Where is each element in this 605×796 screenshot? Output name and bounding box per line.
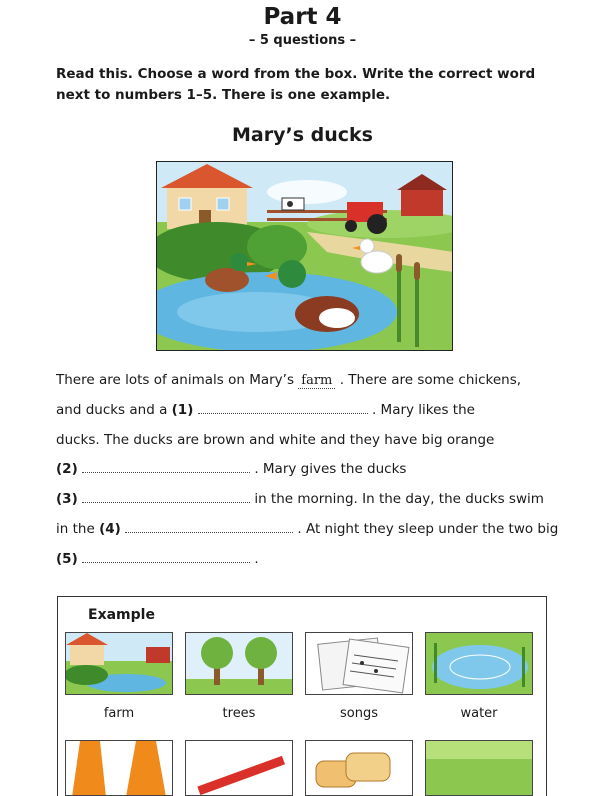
word-farm: farm bbox=[103, 706, 135, 721]
questions-count: – 5 questions – bbox=[248, 33, 357, 48]
trees-icon bbox=[185, 632, 293, 695]
word-trees: trees bbox=[222, 706, 256, 721]
water-icon bbox=[425, 632, 533, 695]
question-number-5: (5) bbox=[56, 551, 78, 567]
story-title: Mary’s ducks bbox=[232, 124, 373, 146]
story-text: . bbox=[254, 551, 259, 567]
part-title: Part 4 bbox=[263, 4, 342, 30]
story-line-4 bbox=[56, 461, 406, 477]
story-line-2 bbox=[56, 402, 475, 418]
answer-blank-4[interactable] bbox=[125, 521, 293, 533]
songs-icon bbox=[305, 632, 413, 695]
story-text: There are lots of animals on Mary’s bbox=[56, 372, 294, 388]
story-text: and ducks and a bbox=[56, 402, 168, 418]
instructions-line-2: next to numbers 1–5. There is one example. bbox=[56, 87, 391, 103]
farm-icon bbox=[65, 632, 173, 695]
instructions bbox=[56, 64, 546, 106]
farm-scene-illustration bbox=[156, 161, 453, 351]
bread-icon bbox=[305, 740, 413, 796]
story-text: in the morning. In the day, the ducks swim bbox=[254, 491, 544, 507]
answer-blank-3[interactable] bbox=[82, 491, 250, 503]
story-text: . Mary gives the ducks bbox=[254, 461, 407, 477]
answer-blank-2[interactable] bbox=[82, 461, 250, 473]
answer-blank-1[interactable] bbox=[198, 402, 368, 414]
story-text: . There are some chickens, bbox=[339, 372, 522, 388]
pencil-icon bbox=[185, 740, 293, 796]
story-line-6 bbox=[56, 521, 558, 537]
example-label: Example bbox=[88, 607, 155, 623]
example-answer: farm bbox=[298, 374, 335, 389]
story-text: . Mary likes the bbox=[371, 402, 475, 418]
story-text: in the bbox=[56, 521, 95, 537]
story-text: . At night they sleep under the two big bbox=[297, 521, 559, 537]
story-line-5 bbox=[56, 491, 544, 507]
word-songs: songs bbox=[340, 706, 378, 721]
instructions-line-1: Read this. Choose a word from the box. Write the correct word bbox=[56, 66, 536, 82]
question-number-4: (4) bbox=[99, 521, 121, 537]
grass-icon bbox=[425, 740, 533, 796]
story-line-1 bbox=[56, 372, 521, 389]
question-number-2: (2) bbox=[56, 461, 78, 477]
question-number-1: (1) bbox=[171, 402, 194, 418]
answer-blank-5[interactable] bbox=[82, 551, 250, 563]
story-line-7 bbox=[56, 551, 259, 567]
story-line-3: ducks. The ducks are brown and white and they have big orange bbox=[56, 432, 495, 448]
question-number-3: (3) bbox=[56, 491, 78, 507]
word-water: water bbox=[460, 706, 498, 721]
feet-icon bbox=[65, 740, 173, 796]
